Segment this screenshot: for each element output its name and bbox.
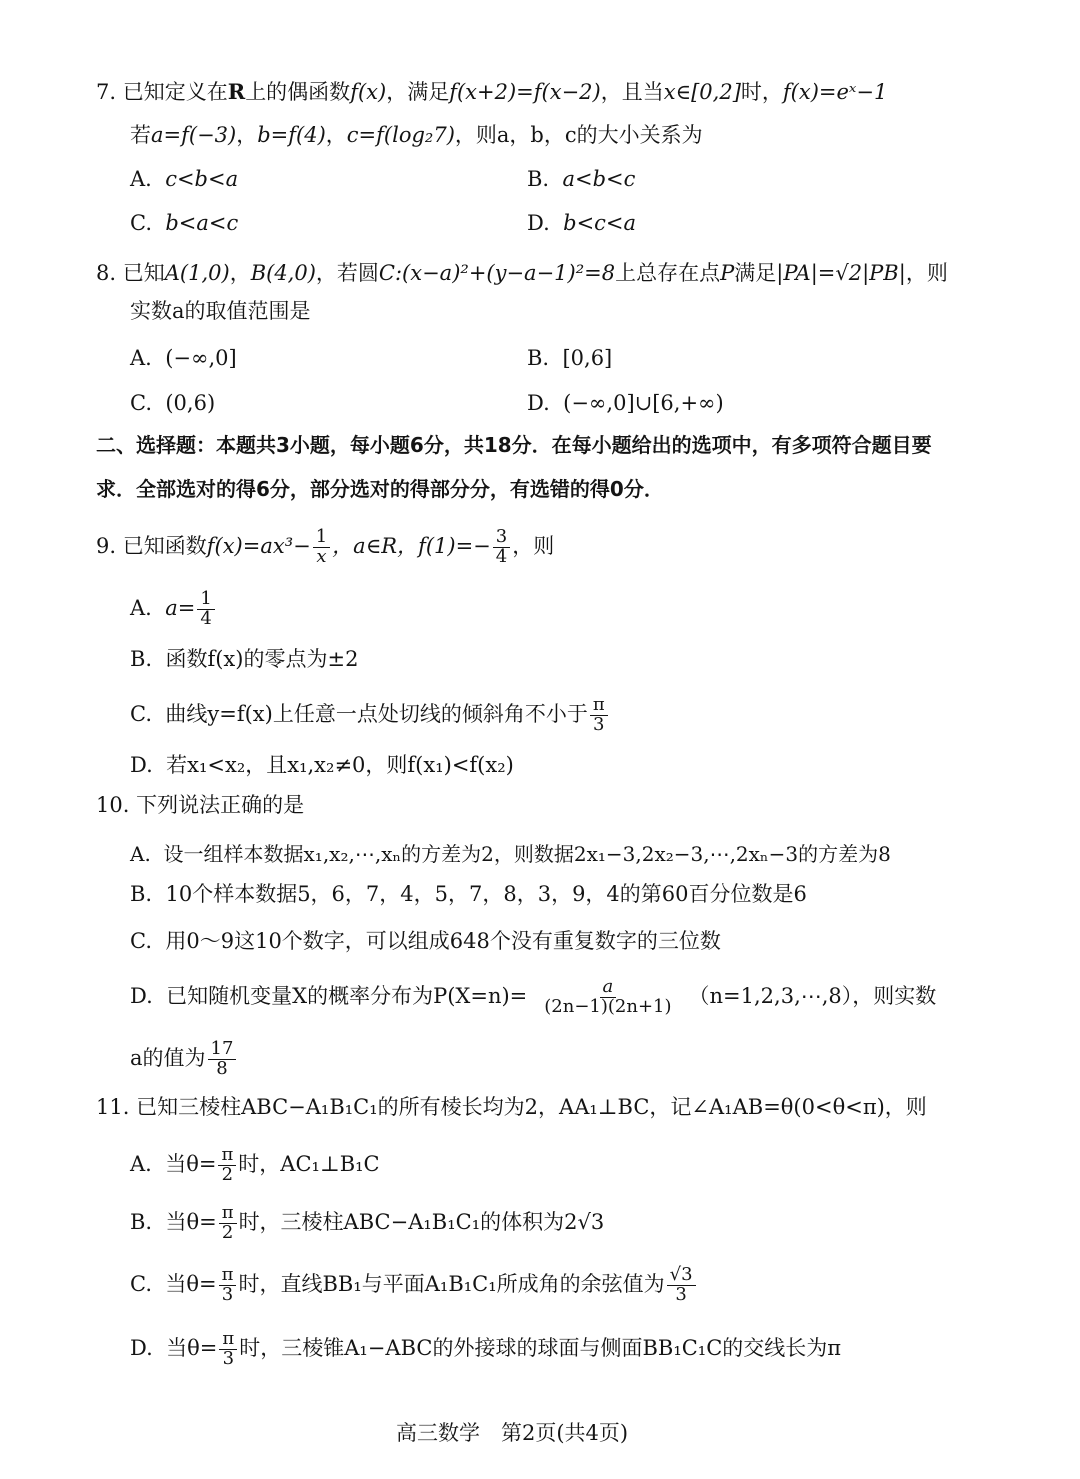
q7-option-c[interactable]: C. b<a<c [130, 211, 239, 235]
q10-option-d[interactable]: D. 已知随机变量X的概率分布为P(X=n)= $\frac{a}{(2n-1)(2n+1)}$ （n=1,2,3,⋯,8），则实数 [130, 976, 937, 1017]
q11-line1: 11. 已知三棱柱ABC−A₁B₁C₁的所有棱长均为2，AA₁⊥BC，记∠A₁AB=θ(0<θ<π)，则 [96, 1095, 927, 1119]
section2-header-line2: 求．全部选对的得6分，部分选对的得部分分，有选错的得0分． [96, 477, 664, 501]
page-footer: 高三数学 第2页(共4页) [396, 1421, 629, 1445]
q10-option-b[interactable]: B. 10个样本数据5，6，7，4，5，7，8，3，9，4的第60百分位数是6 [130, 882, 807, 906]
q9-option-c[interactable]: C. 曲线y=f(x)上任意一点处切线的倾斜角不小于 $\frac{\pi}{3}$ [130, 696, 610, 735]
q11-number: 11. [96, 1095, 130, 1119]
q9-frac-3-over-4: $\frac{3}{4}$ [493, 528, 510, 567]
q7-line2: 若a=f(−3)，b=f(4)，c=f(log₂7)，则a，b，c的大小关系为 [130, 123, 703, 147]
q10-number: 10. [96, 793, 130, 817]
section2-header-line1: 二、选择题：本题共3小题，每小题6分，共18分．在每小题给出的选项中，有多项符合题目要 [96, 433, 932, 457]
q8-option-b[interactable]: B. [0,6] [527, 346, 613, 370]
q8-line1: 8. 已知A(1,0)，B(4,0)，若圆C:(x−a)²+(y−a−1)²=8上总存在点P满足|PA|=√2|PB|，则 [96, 261, 948, 285]
q8-option-c[interactable]: C. (0,6) [130, 391, 216, 415]
q11-option-b[interactable]: B. 当θ= $\frac{\pi}{2}$ 时，三棱柱ABC−A₁B₁C₁的体积为2√3 [130, 1202, 605, 1243]
q8-line2: 实数a的取值范围是 [130, 299, 311, 323]
q7-number: 7. [96, 80, 117, 104]
q7-option-a[interactable]: A. c<b<a [130, 167, 239, 191]
q9-line1: 9. 已知函数f(x)=ax³− $\frac{1}{x}$ ，a∈R，f(1)=− $\frac{3}{4}$ ，则 [96, 526, 555, 567]
q9-number: 9. [96, 533, 117, 558]
q10-option-d-line2: a的值为 $\frac{17}{8}$ [130, 1040, 238, 1079]
q7-line1: 7. 已知定义在R上的偶函数f(x)，满足f(x+2)=f(x−2)，且当x∈[0,2]时，f(x)=eˣ−1 [96, 79, 888, 104]
q8-option-a[interactable]: A. (−∞,0] [130, 346, 237, 370]
q11-option-c[interactable]: C. 当θ= $\frac{\pi}{3}$ 时，直线BB₁与平面A₁B₁C₁所成角的余弦值为 $\frac{√3}{3}$ [130, 1266, 698, 1305]
q9-option-d[interactable]: D. 若x₁<x₂，且x₁,x₂≠0，则f(x₁)<f(x₂) [130, 753, 514, 777]
q10-option-c[interactable]: C. 用0～9这10个数字，可以组成648个没有重复数字的三位数 [130, 929, 721, 953]
q7-option-d[interactable]: D. b<c<a [527, 211, 637, 235]
q10-line1: 10. 下列说法正确的是 [96, 793, 305, 817]
q9-option-b[interactable]: B. 函数f(x)的零点为±2 [130, 647, 359, 671]
q9-frac-1-over-x: $\frac{1}{x}$ [313, 528, 330, 567]
q11-option-d[interactable]: D. 当θ= $\frac{\pi}{3}$ 时，三棱锥A₁−ABC的外接球的球面与侧面BB₁C₁C的交线长为π [130, 1328, 842, 1369]
q7-option-b[interactable]: B. a<b<c [527, 167, 636, 191]
q8-option-d[interactable]: D. (−∞,0]∪[6,+∞) [527, 391, 724, 415]
q11-option-a[interactable]: A. 当θ= $\frac{\pi}{2}$ 时，AC₁⊥B₁C [130, 1144, 380, 1185]
q8-number: 8. [96, 261, 117, 285]
q10-option-a[interactable]: A. 设一组样本数据x₁,x₂,⋯,xₙ的方差为2，则数据2x₁−3,2x₂−3,⋯,2xₙ−3的方差为8 [130, 842, 891, 866]
q9-option-a[interactable]: A. a= $\frac{1}{4}$ [130, 590, 217, 629]
